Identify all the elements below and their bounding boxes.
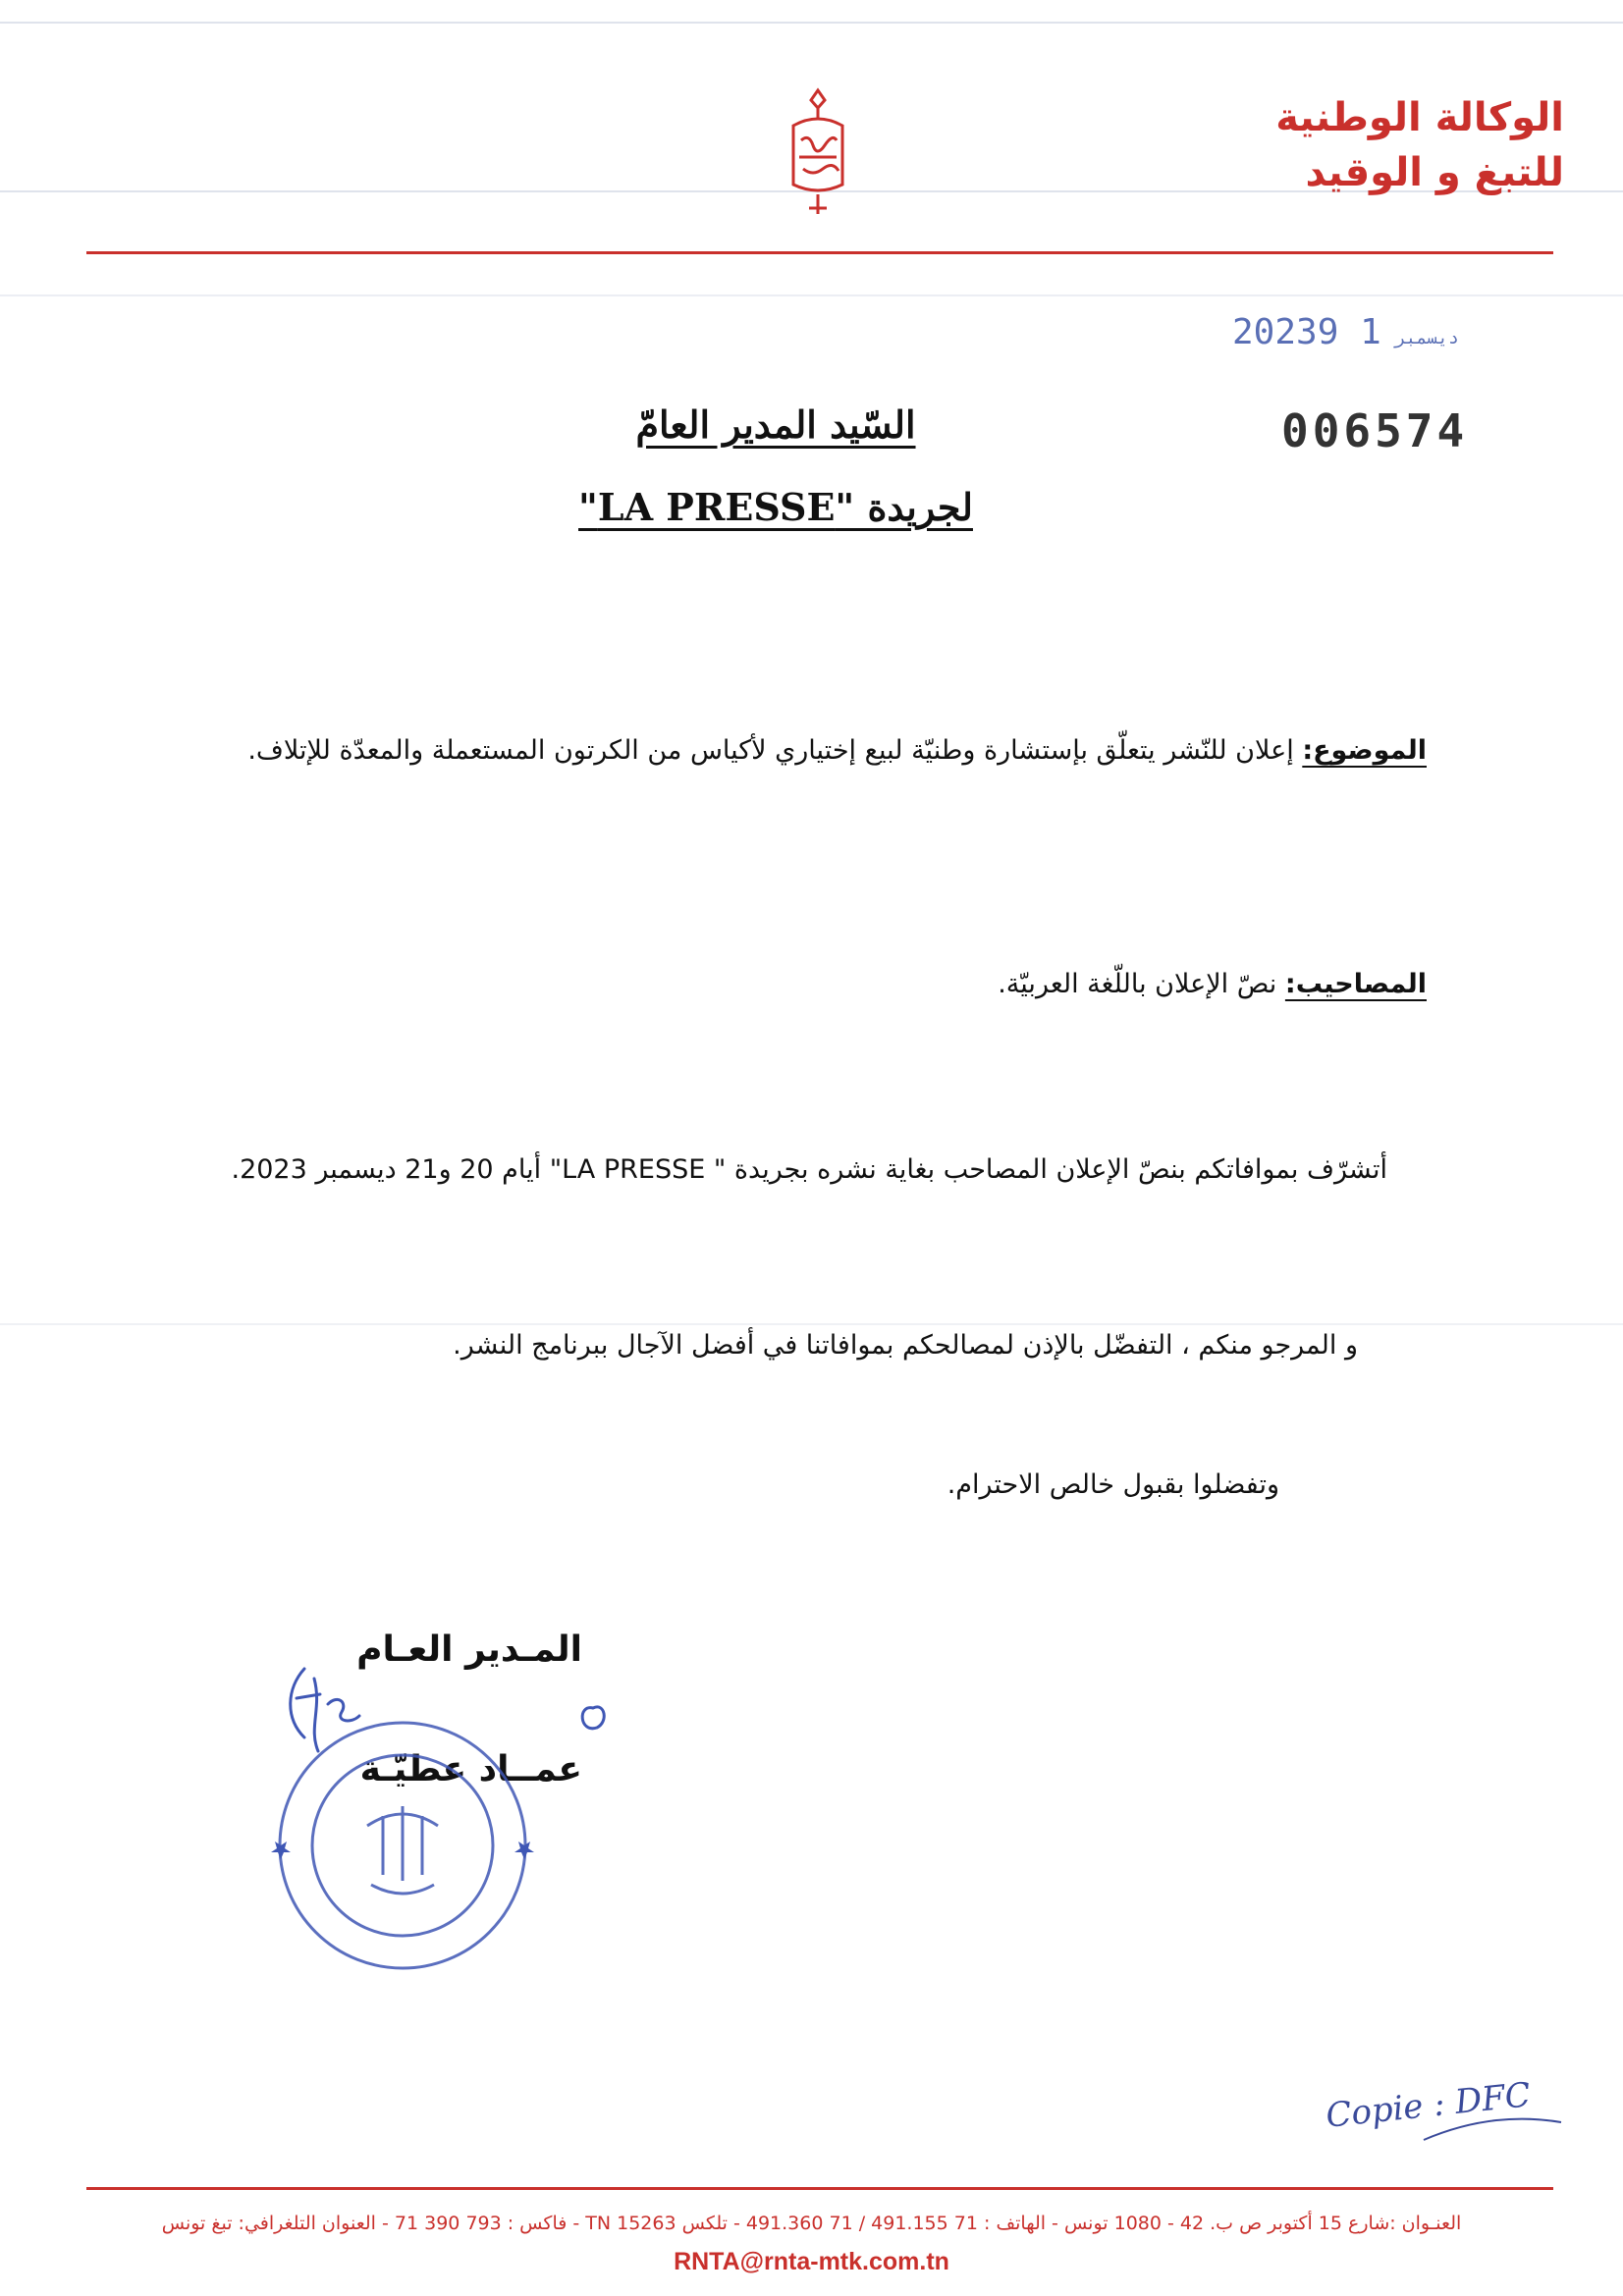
subject-text: إعلان للنّشر يتعلّق بإستشارة وطنيّة لبيع إختياري لأكياس من الكرتون المستعملة والمعدّة للإتلاف. bbox=[247, 735, 1294, 766]
signatory-title: المـدير العـام bbox=[356, 1629, 582, 1670]
attachments-text: نصّ الإعلان باللّغة العربيّة. bbox=[998, 969, 1277, 999]
subject-label: الموضوع: bbox=[1302, 735, 1427, 766]
body-paragraph-2: و المرجو منكم ، التفضّل بالإذن لمصالحكم بموافاتنا في أفضل الآجال ببرنامج النشر. bbox=[453, 1330, 1358, 1361]
agency-name bbox=[1211, 90, 1564, 200]
official-stamp bbox=[265, 1708, 540, 1983]
footer-email: RNTA@rnta-mtk.com.tn bbox=[674, 2248, 949, 2275]
footer-rule bbox=[86, 2187, 1553, 2190]
date-month: ديسمبر bbox=[1394, 328, 1459, 348]
date-stamp bbox=[1232, 312, 1473, 352]
addressee-title: السّيد المدير العامّ bbox=[635, 402, 916, 447]
annotation-text: Copie : DFC bbox=[1324, 2075, 1533, 2136]
subject bbox=[199, 726, 1427, 775]
date-year: 2023 bbox=[1232, 312, 1318, 352]
date-day: 1 9 bbox=[1317, 312, 1381, 352]
annotation-underline bbox=[1414, 2101, 1571, 2150]
attachments-label: المصاحيب: bbox=[1284, 969, 1427, 999]
agency-name-line2: للتبغ و الوقيد bbox=[1305, 150, 1564, 195]
header-rule bbox=[86, 251, 1553, 254]
agency-logo bbox=[774, 86, 862, 224]
agency-name-line1: الوكالة الوطنية bbox=[1275, 95, 1564, 140]
reference-number: 006574 bbox=[1281, 404, 1469, 457]
closing-salutation: وتفضلوا بقبول خالص الاحترام. bbox=[947, 1469, 1279, 1500]
body-paragraph-1: أتشرّف بموافاتكم بنصّ الإعلان المصاحب بغاية نشره بجريدة " LA PRESSE" أيام 20 و21 ديسمبر 2023. bbox=[231, 1154, 1387, 1185]
scan-artifact bbox=[0, 294, 1623, 296]
footer-address: العنـوان :شارع 15 أكتوبر ص ب. 42 - 1080 تونس - الهاتف : 71 491.155 / 71 491.360 - تلكس TN 15263 - فاكس : 793 390 71 - العنوان التلغرافي: تبغ تونس bbox=[161, 2213, 1462, 2234]
addressee-newspaper: لجريدة "LA PRESSE" bbox=[578, 485, 973, 529]
signatory-name: عمــاد عطيّـة bbox=[359, 1749, 582, 1789]
scan-artifact bbox=[0, 22, 1623, 24]
attachments bbox=[199, 960, 1427, 1009]
